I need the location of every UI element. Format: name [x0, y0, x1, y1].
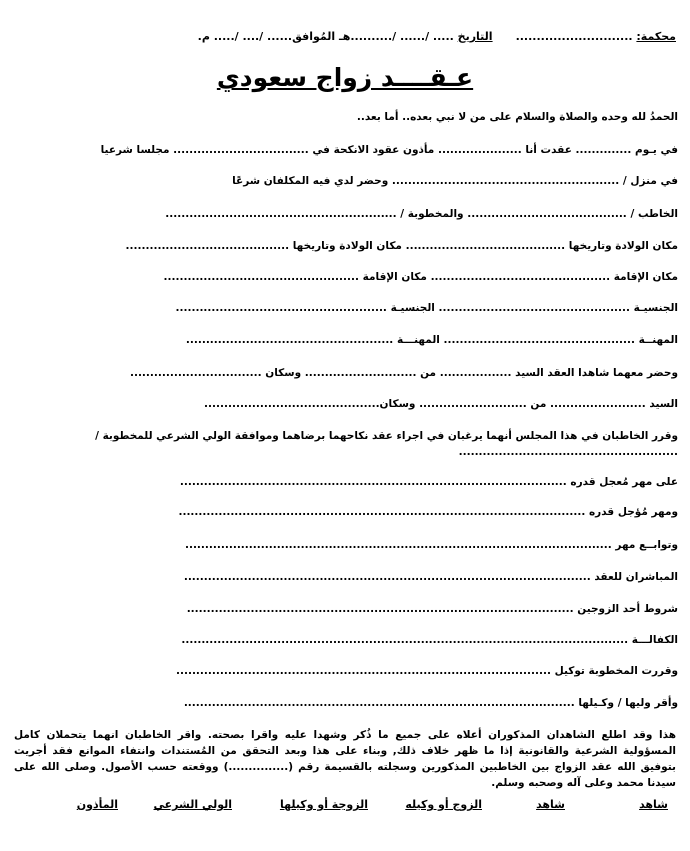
form-line-house: في منزل / ......................................................... وحضر لدي فيه المكلفان شرعًا	[232, 175, 678, 187]
form-line-dowry-extras: وتوابــع مهر ...........................................................................................................	[184, 539, 678, 551]
date-field: ..... /...... /..........هـ المُوافق...... /.... /..... م.	[197, 30, 458, 43]
form-line-witness-2: السيد ........................ من ........................... وسكان............................................	[204, 398, 678, 410]
form-line-guardian-ack: وأقر وليها / وكـيلها ..................................................................................................	[183, 697, 678, 709]
signature-witness-1: شاهد	[639, 798, 668, 811]
form-line-groom-bride: الخاطب / ........................................ والمخطوبة / ..........................................................	[165, 208, 678, 220]
closing-paragraph: هذا وقد اطلع الشاهدان المذكوران أعلاه على جميع ما ذُكر وشهدا عليه واقرا بصحته. واقر الخاطبان انهما يتحملان كامل المسؤولية الشرعية والقانونية إذا ما ظهر خلاف ذلك, وبناء على هذا وبعد التحقق من المُستندات وانتفاء الموانع فقد أجريت بتوفيق الله عقد الزواج بين الخاطبين المذكورين وسجلته بالقسيمة رقم (...............) ووقعته حسب الأصول. وصلى الله على سيدنا محمد وعلى آله وصحبه وسلم.	[14, 729, 676, 789]
form-line-bride-proxy: وقررت المخطوبة توكيل ..............................................................................................	[175, 665, 678, 677]
court-field: ............................	[515, 30, 637, 43]
form-line-nationality: الجنسيـة ................................................ الجنسيـة .....................................................	[175, 302, 678, 314]
form-line-profession: المهنــة ................................................ المهنـــة ....................................................	[185, 334, 678, 346]
form-line-witness-1: وحضر معهما شاهدا العقد السيد .................. من ............................ وسكان .................................	[129, 367, 678, 379]
header-line	[198, 30, 676, 44]
signature-registrar: المأذون	[76, 798, 118, 811]
signature-groom: الزوج أو وكيله	[405, 798, 482, 811]
signature-bride: الزوجة أو وكيلها	[279, 798, 368, 811]
form-line-guardian-name: .......................................................	[458, 446, 678, 458]
document-title: عـقــــد زواج سعودي	[216, 63, 474, 92]
form-line-declaration: وقرر الخاطبان في هذا المجلس أنهما يرغبان في اجراء عقد نكاحهما برضاهما وموافقة الولي الشرعي للمخطوبة /	[95, 430, 678, 442]
signature-witness-2: شاهد	[536, 798, 565, 811]
form-line-deferred-dowry: ومهر مُؤجل قدره ......................................................................................................	[178, 506, 678, 518]
signature-guardian: الولي الشرعي	[153, 798, 232, 811]
form-line-conditions: شروط أحد الزوجين .................................................................................................	[186, 603, 678, 615]
form-line-residence: مكان الإقامة ............................................. مكان الإقامة .................................................	[163, 271, 678, 283]
form-line-guarantee: الكفالـــة ................................................................................................................	[181, 634, 678, 646]
date-label: التاريخ	[457, 30, 493, 43]
court-label: محكمة:	[636, 30, 676, 43]
form-line-day: في يـوم .............. عقدت أنا ..................... مأذون عقود الانكحة في .................................. مجلسا شرعيا	[100, 144, 678, 156]
intro-line: الحمدُ لله وحده والصلاة والسلام على من لا نبي بعده.. أما بعد..	[356, 111, 678, 123]
form-line-advance-dowry: على مهر مُعجل قدره .................................................................................................	[179, 476, 678, 488]
form-line-contract-parties: المباشران للعقد ......................................................................................................	[183, 571, 678, 583]
form-line-birthplace: مكان الولادة وتاريخها ........................................ مكان الولادة وتاريخها .........................................	[125, 240, 678, 252]
